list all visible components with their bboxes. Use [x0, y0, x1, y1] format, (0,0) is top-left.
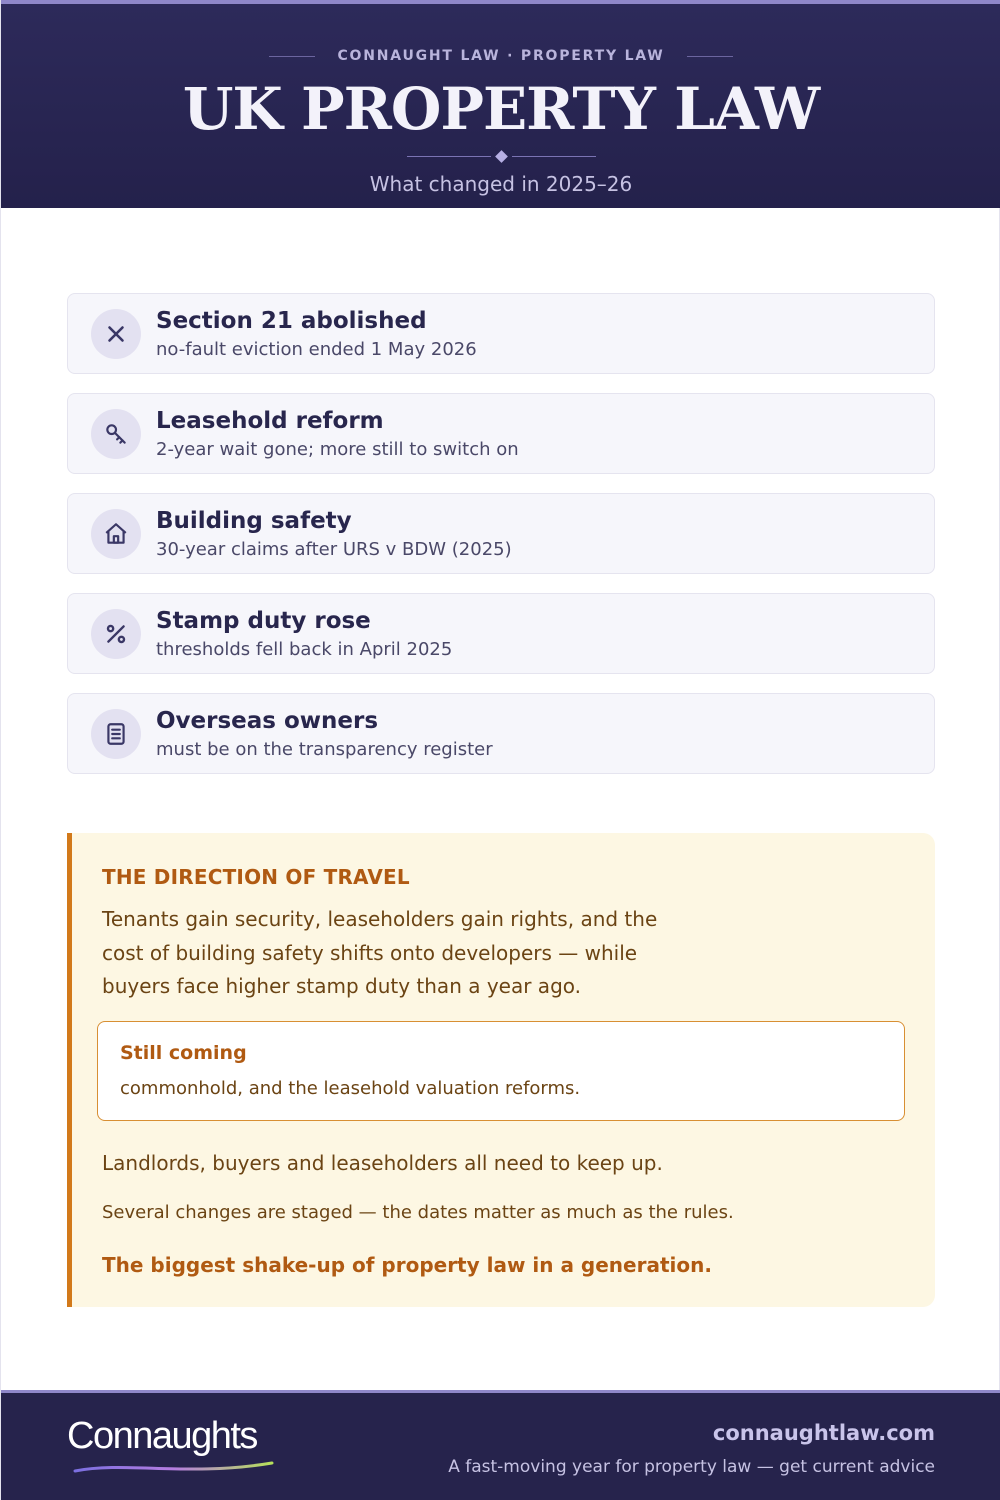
card-description: no-fault eviction ended 1 May 2026 — [156, 339, 477, 360]
callout-note: Landlords, buyers and leaseholders all need to keep up. — [102, 1151, 663, 1175]
diamond-icon — [495, 150, 508, 163]
card-building-safety — [67, 493, 935, 574]
divider-line-left — [407, 156, 491, 157]
card-description: 30-year claims after URS v BDW (2025) — [156, 539, 512, 560]
change-list — [67, 293, 935, 793]
logo-wordmark: Connaughts — [67, 1415, 257, 1457]
logo-swoosh-icon — [67, 1457, 277, 1477]
still-coming-text: commonhold, and the leasehold valuation reforms. — [120, 1078, 581, 1099]
brand-logo — [67, 1415, 287, 1479]
kicker-line-left — [269, 56, 315, 57]
still-coming-title: Still coming — [120, 1042, 247, 1064]
page-title: UK PROPERTY LAW — [182, 75, 820, 143]
page-subtitle: What changed in 2025–26 — [369, 172, 633, 196]
kicker-text: CONNAUGHT LAW · PROPERTY LAW — [337, 48, 665, 64]
x-icon — [91, 309, 141, 359]
card-title: Building safety — [156, 508, 352, 534]
card-title: Overseas owners — [156, 708, 379, 734]
card-stamp-duty — [67, 593, 935, 674]
title-divider — [1, 152, 1000, 161]
direction-callout — [67, 833, 935, 1307]
callout-staged-note: Several changes are staged — the dates matter as much as the rules. — [102, 1202, 734, 1223]
footer-website-link[interactable]: connaughtlaw.com — [712, 1421, 935, 1445]
percent-icon — [91, 609, 141, 659]
footer — [1, 1390, 1000, 1500]
card-title: Stamp duty rose — [156, 608, 371, 634]
card-description: must be on the transparency register — [156, 739, 493, 760]
header-banner — [1, 0, 1000, 208]
divider-line-right — [512, 156, 596, 157]
card-section-21 — [67, 293, 935, 374]
key-icon — [91, 409, 141, 459]
house-icon — [91, 509, 141, 559]
callout-conclusion: The biggest shake-up of property law in a generation. — [102, 1253, 712, 1277]
card-title: Section 21 abolished — [156, 308, 427, 334]
document-icon — [91, 709, 141, 759]
card-description: 2-year wait gone; more still to switch on — [156, 439, 519, 460]
callout-heading: THE DIRECTION OF TRAVEL — [102, 865, 410, 889]
callout-body: Tenants gain security, leaseholders gain rights, and the cost of building safety shifts onto developers — while buyers face higher stamp duty than a year ago. — [102, 907, 658, 998]
card-title: Leasehold reform — [156, 408, 384, 434]
kicker-row — [1, 48, 1000, 64]
card-leasehold-reform — [67, 393, 935, 474]
kicker-line-right — [687, 56, 733, 57]
card-description: thresholds fell back in April 2025 — [156, 639, 453, 660]
footer-tagline: A fast-moving year for property law — get current advice — [448, 1457, 935, 1477]
still-coming-box — [97, 1021, 905, 1121]
card-overseas-owners — [67, 693, 935, 774]
